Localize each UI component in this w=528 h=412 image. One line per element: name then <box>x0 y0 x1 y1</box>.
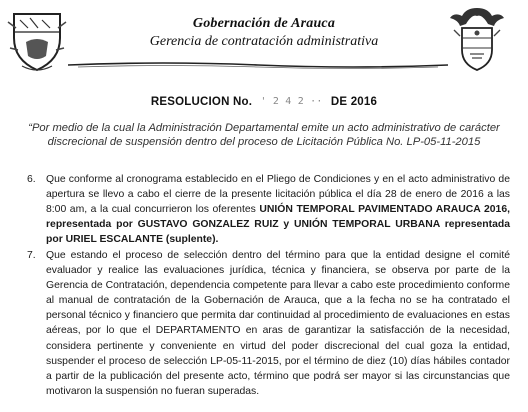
resolution-prefix: RESOLUCION No. <box>150 96 253 108</box>
resolution-heading <box>0 96 528 108</box>
item-text: Que estando el proceso de selección dentro del término para que la entidad designe el comité evaluador y realice las evaluaciones jurídica, técnica y financiera, se observa por parte de la Gerencia de Contratación, dependencia competente para llevar a cabo este procedimiento conforme al manual de contratación de la Gobernación de Arauca, que a la fecha no se ha contratado el personal técnico y financiero que permita dar continuidad al procedimiento de evaluaciones en estas aéreas, por lo que el DEPARTAMENTO en aras de garantizar la satisfacción de la necesidad, considera pertinente y conveniente en virtud del poder discrecional del cual goza la entidad, suspender el proceso de selección LP-05-11-2015, por el término de diez (10) días hábiles contador a partir de la publicación del presente acto, término que podrá ser mayor si las circunstancias que motivaron la suspensión no fueran superadas. <box>46 250 510 397</box>
colombia-coat-of-arms-icon <box>448 6 506 72</box>
resolution-subject: “Por medio de la cual la Administración Departamental emite un acto administrativo de carácter discrecional de suspensión dentro del proceso de Licitación Pública No. LP-05-11-2015 <box>28 122 500 148</box>
item-number: 6. <box>27 174 36 185</box>
header-divider <box>68 60 448 70</box>
item-text: Que conforme al cronograma establecido en el Pliego de Condiciones y en el acto administrativo de apertura se llevo a cabo el cierre de la presente licitación pública el día 28 de enero de 2016 a las 8:00 am, a la cual concurrieron los oferentes <box>46 174 510 216</box>
resolution-number: ' 2 4 2 ·· <box>260 96 323 107</box>
resolution-suffix: DE 2016 <box>330 96 378 108</box>
considerando-item-6 <box>27 172 510 247</box>
government-title: Gobernación de Arauca <box>192 16 336 31</box>
item-number: 7. <box>27 250 36 261</box>
considerando-item-7 <box>27 248 510 399</box>
document-header <box>0 0 528 80</box>
arauca-coat-of-arms-icon <box>6 8 68 74</box>
item-bold-text: UNIÓN TEMPORAL PAVIMENTADO ARAUCA 2016, representada por GUSTAVO GONZALEZ RUIZ y UNIÓN TEMPORAL URBANA representada por URIEL ESCALANTE (suplente). <box>46 204 510 246</box>
government-subtitle: Gerencia de contratación administrativa <box>149 34 379 49</box>
